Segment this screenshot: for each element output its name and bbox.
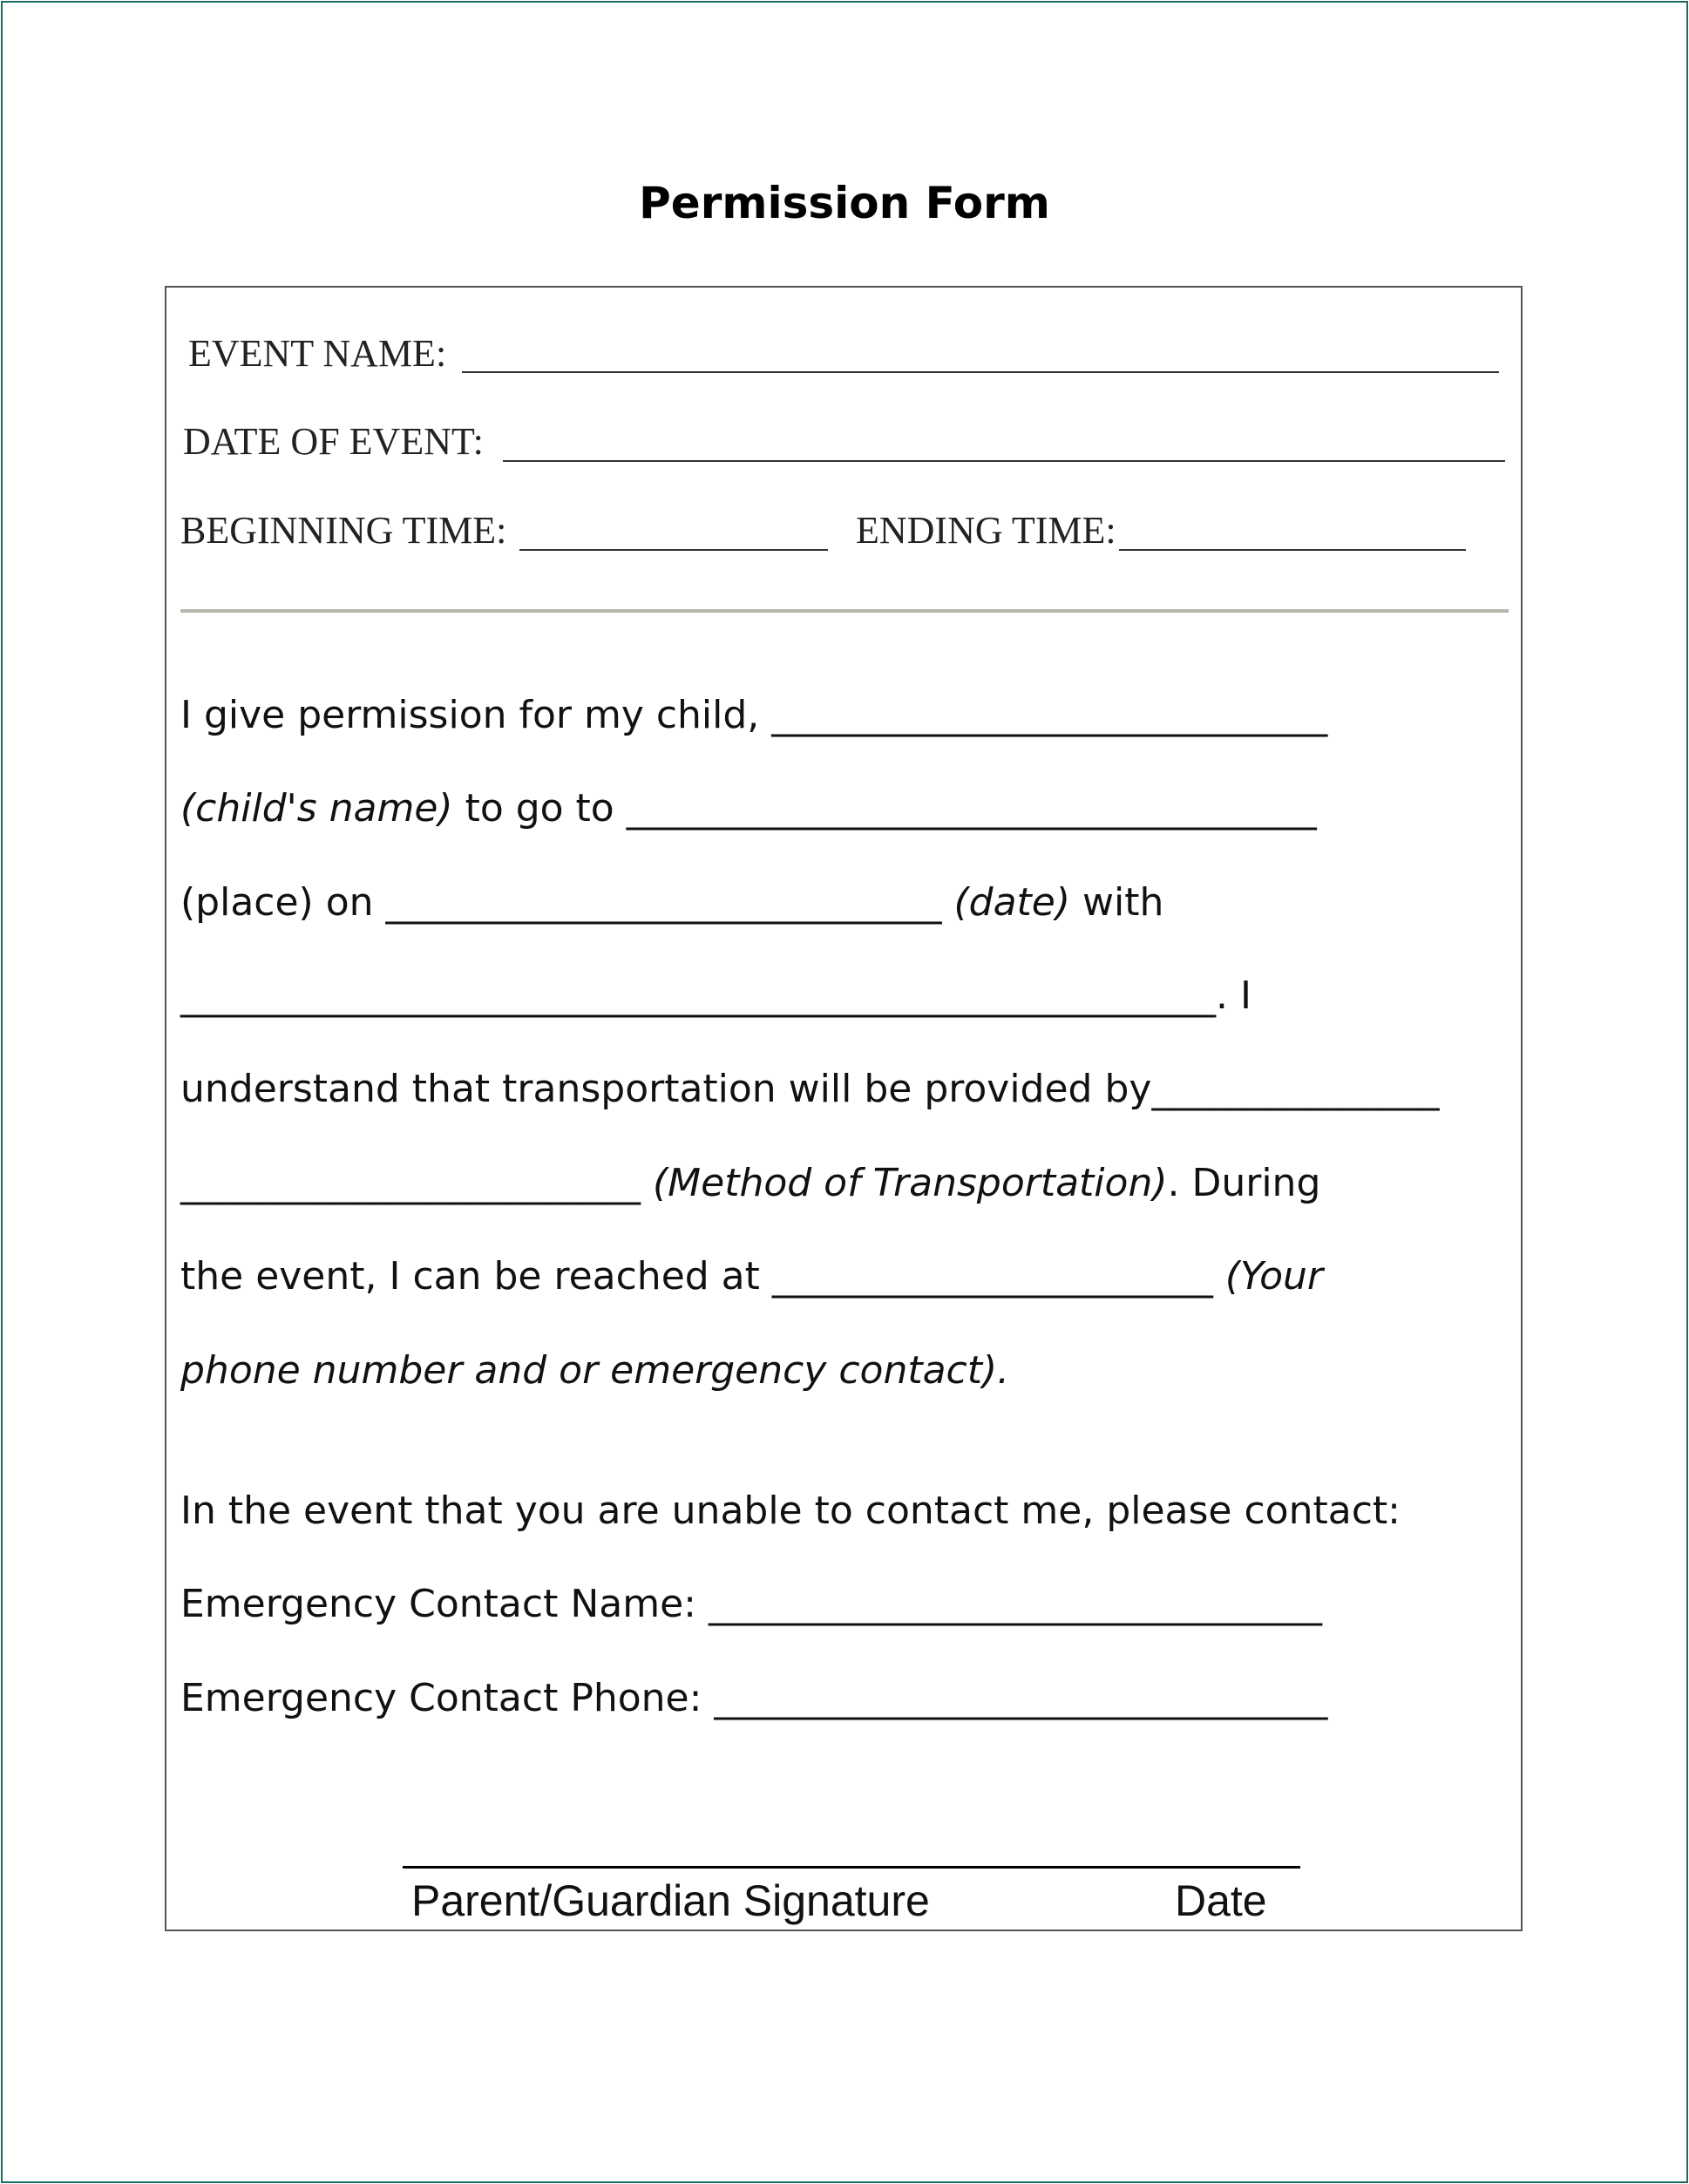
emergency-name-line	[180, 1580, 1322, 1629]
permission-text-7: the event, I can be reached at _______________________	[180, 1254, 1225, 1299]
permission-text-3: (place) on _____________________________	[180, 880, 954, 925]
phone-hint-end: phone number and or emergency contact).	[180, 1348, 1010, 1393]
transport-method-hint: (Method of Transportation)	[653, 1161, 1168, 1205]
emergency-intro	[180, 1487, 1401, 1536]
phone-hint-start: (Your	[1224, 1254, 1323, 1299]
permission-line-3	[180, 878, 1163, 927]
permission-text-6-end: . During	[1167, 1161, 1321, 1205]
ending-time-field[interactable]	[1119, 549, 1466, 551]
emergency-intro-text: In the event that you are unable to contact me, please contact:	[180, 1489, 1401, 1533]
permission-text-4: ______________________________________________________. I	[180, 973, 1251, 1018]
event-name-field[interactable]	[462, 371, 1499, 373]
permission-line-4	[180, 972, 1251, 1021]
form-title: Permission Form	[639, 178, 1050, 228]
date-hint: (date)	[953, 880, 1071, 925]
permission-text-2: to go to ____________________________________	[452, 786, 1317, 831]
permission-line-6	[180, 1159, 1320, 1208]
permission-line-5	[180, 1065, 1439, 1114]
emergency-name-text: Emergency Contact Name: ________________________________	[180, 1582, 1322, 1626]
date-of-event-label: DATE OF EVENT:	[183, 420, 484, 463]
event-name-label: EVENT NAME:	[188, 332, 447, 375]
signature-date-label: Date	[1175, 1876, 1267, 1925]
beginning-time-field[interactable]	[519, 549, 828, 551]
signature-line[interactable]	[403, 1866, 1300, 1869]
permission-text-1: I give permission for my child, _____________________________	[180, 693, 1328, 737]
permission-text-6: ________________________	[180, 1161, 653, 1205]
section-divider	[180, 609, 1509, 613]
childs-name-hint: (child's name)	[180, 786, 453, 831]
permission-line-1	[180, 691, 1327, 740]
signature-label: Parent/Guardian Signature	[411, 1876, 930, 1925]
emergency-phone-line	[180, 1674, 1327, 1723]
emergency-phone-text: Emergency Contact Phone: ________________________________	[180, 1676, 1328, 1720]
permission-line-2	[180, 784, 1317, 833]
permission-line-7	[180, 1252, 1323, 1301]
date-of-event-field[interactable]	[503, 460, 1505, 462]
ending-time-label: ENDING TIME:	[856, 509, 1116, 552]
permission-text-3-end: with	[1070, 880, 1164, 925]
beginning-time-label: BEGINNING TIME:	[180, 509, 507, 552]
permission-line-8	[180, 1346, 1009, 1395]
permission-text-5: understand that transportation will be provided by_______________	[180, 1067, 1440, 1111]
